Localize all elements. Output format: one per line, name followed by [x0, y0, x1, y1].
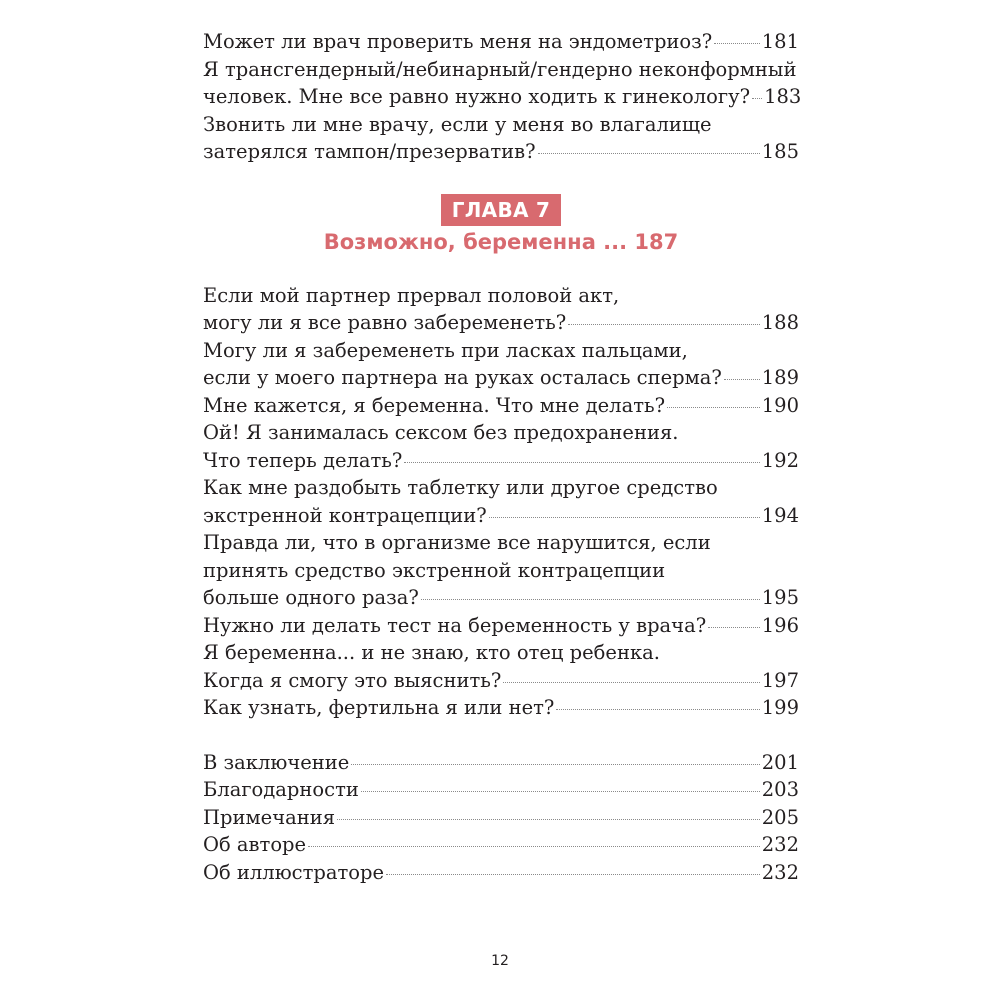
toc-entry[interactable]	[203, 639, 799, 694]
toc-page-number: 181	[761, 30, 799, 53]
toc-entry-text: Как узнать, фертильна я или нет?	[203, 696, 555, 719]
dot-leader	[714, 43, 760, 44]
toc-entry-text: если у моего партнера на руках осталась сперма?	[203, 366, 722, 389]
toc-entry[interactable]	[203, 392, 799, 420]
toc-page-number: 197	[761, 668, 799, 692]
toc-entry[interactable]	[203, 474, 799, 529]
page-number: 12	[491, 953, 509, 969]
toc-entry-text: Как мне раздобыть таблетку или другое средство	[203, 476, 718, 499]
toc-entry-text: Благодарности	[203, 778, 359, 801]
toc-entry[interactable]	[203, 749, 799, 777]
toc-entry-text: Правда ли, что в организме все нарушится, если	[203, 531, 711, 554]
toc-page-number: 205	[761, 805, 799, 829]
dot-leader	[667, 407, 760, 408]
toc-section-top	[203, 28, 802, 166]
toc-entry-text: Звонить ли мне врачу, если у меня во влагалище	[203, 112, 712, 136]
toc-page-number: 192	[761, 448, 799, 472]
dot-leader	[489, 517, 760, 518]
toc-entry[interactable]	[203, 776, 799, 804]
dot-leader	[308, 846, 760, 847]
toc-entry-text: Мне кажется, я беременна. Что мне делать?	[203, 393, 666, 417]
toc-entry-text: В заключение	[203, 750, 350, 774]
toc-page-number: 232	[761, 860, 799, 884]
toc-entry-text: Может ли врач проверить меня на эндометриоз?	[203, 30, 713, 53]
table-of-contents	[203, 28, 802, 886]
dot-leader	[351, 764, 759, 765]
toc-entry[interactable]	[203, 612, 799, 640]
dot-leader	[568, 324, 760, 325]
toc-entry-text: Что теперь делать?	[203, 448, 403, 472]
dot-leader	[361, 791, 760, 792]
chapter-heading	[203, 194, 799, 257]
toc-entry-text: человек. Мне все равно нужно ходить к гинекологу?	[203, 85, 751, 108]
toc-page-number: 189	[761, 366, 799, 389]
toc-section-chapter	[203, 282, 799, 722]
dot-leader	[503, 682, 759, 683]
toc-entry[interactable]	[203, 859, 799, 887]
toc-entry[interactable]	[203, 419, 799, 474]
toc-entry[interactable]	[203, 28, 799, 56]
toc-page-number: 232	[761, 833, 799, 856]
toc-entry-text: Об иллюстраторе	[203, 860, 385, 884]
toc-page-number: 195	[761, 586, 799, 609]
toc-entry-text: Нужно ли делать тест на беременность у врача?	[203, 613, 707, 637]
toc-entry-text: Я беременна... и не знаю, кто отец ребенка.	[203, 641, 660, 664]
toc-page-number: 194	[761, 503, 799, 527]
toc-page-number: 196	[761, 613, 799, 637]
toc-page-number: 203	[761, 778, 799, 801]
dot-leader	[404, 462, 759, 463]
chapter-title[interactable]: Возможно, беременна ... 187	[323, 229, 679, 254]
toc-entry-text: Ой! Я занималась сексом без предохранения.	[203, 421, 679, 444]
toc-entry[interactable]	[203, 111, 799, 166]
dot-leader	[752, 98, 762, 99]
dot-leader	[708, 627, 760, 628]
toc-entry[interactable]	[203, 694, 799, 722]
dot-leader	[724, 379, 760, 380]
toc-entry[interactable]	[203, 529, 799, 612]
dot-leader	[421, 599, 760, 600]
toc-entry-text: Об авторе	[203, 833, 307, 856]
toc-page-number: 199	[761, 696, 799, 719]
toc-entry[interactable]	[203, 804, 799, 832]
toc-entry-text: больше одного раза?	[203, 586, 419, 609]
toc-entry-text: Могу ли я забеременеть при ласках пальцами,	[203, 338, 688, 362]
toc-page-number: 185	[761, 140, 799, 163]
toc-entry[interactable]	[203, 282, 799, 337]
chapter-label: ГЛАВА 7	[441, 194, 562, 226]
toc-entry-text: Если мой партнер прервал половой акт,	[203, 283, 620, 307]
dot-leader	[386, 874, 760, 875]
dot-leader	[538, 153, 760, 154]
toc-entry[interactable]	[203, 56, 802, 111]
toc-page-number: 201	[761, 750, 799, 774]
toc-entry[interactable]	[203, 831, 799, 859]
toc-entry-text: Когда я смогу это выяснить?	[203, 668, 502, 692]
toc-page-number: 188	[761, 311, 799, 334]
toc-entry-text: принять средство экстренной контрацепции	[203, 558, 666, 582]
toc-entry-text: затерялся тампон/презерватив?	[203, 140, 536, 163]
toc-entry-text: экстренной контрацепции?	[203, 503, 487, 527]
toc-entry-text: Примечания	[203, 805, 336, 829]
dot-leader	[556, 709, 759, 710]
toc-entry-text: могу ли я все равно забеременеть?	[203, 311, 567, 334]
toc-entry-text: Я трансгендерный/небинарный/гендерно неконформный	[203, 57, 797, 81]
toc-entry[interactable]	[203, 337, 799, 392]
dot-leader	[337, 819, 760, 820]
toc-page-number: 183	[764, 85, 802, 108]
toc-section-back-matter	[203, 749, 799, 887]
toc-page-number: 190	[761, 393, 799, 417]
